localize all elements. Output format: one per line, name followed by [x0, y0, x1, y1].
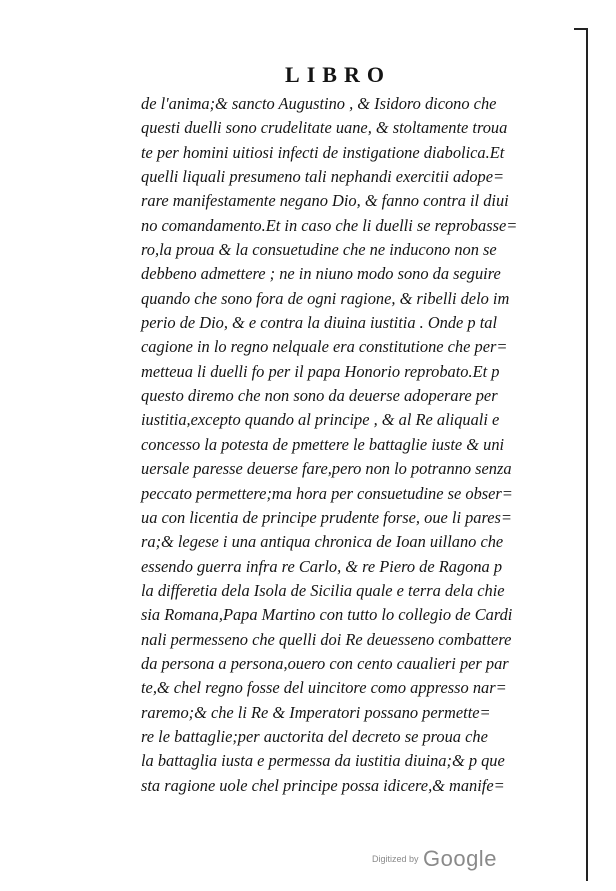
watermark-prefix: Digitized by — [372, 854, 419, 864]
text-line: peccato permettere;ma hora per consuetudine se obser= — [141, 483, 513, 503]
text-line: sia Romana,Papa Martino con tutto lo collegio de Cardi — [141, 605, 513, 625]
digitized-watermark — [372, 846, 497, 872]
text-line: cagione in lo regno nelquale era constitutione che per= — [141, 337, 508, 357]
text-line: debbeno admettere ; ne in niuno modo sono da seguire — [141, 264, 501, 284]
text-line: te per homini uitiosi infecti de instigatione diabolica.Et — [141, 142, 505, 162]
text-line: iustitia,excepto quando al principe , & al Re aliquali e — [141, 410, 500, 430]
text-line: essendo guerra infra re Carlo, & re Piero de Ragona p — [141, 556, 503, 576]
text-line: de l'anima;& sancto Augustino , & Isidoro dicono che — [141, 94, 497, 113]
text-line: la differetia dela Isola de Sicilia quale e terra dela chie — [141, 580, 505, 600]
page-edge-right — [586, 30, 588, 881]
text-line: concesso la potesta de pmettere le battaglie iuste & uni — [141, 434, 505, 454]
text-line: rare manifestamente negano Dio, & fanno contra il diui — [141, 191, 509, 211]
running-header: LIBRO — [285, 62, 391, 87]
text-line: la battaglia iusta e permessa da iustitia diuina;& p que — [141, 751, 505, 771]
text-line: raremo;& che li Re & Imperatori possano permette= — [141, 702, 491, 722]
text-line: metteua li duelli fo per il papa Honorio reprobato.Et p — [141, 361, 500, 381]
text-line: quelli liquali presumeno tali nephandi exercitii adope= — [141, 167, 505, 187]
text-line: no comandamento.Et in caso che li duelli se reprobasse= — [141, 215, 518, 235]
text-line: ra;& legese i una antiqua chronica de Ioan uillano che — [141, 532, 504, 552]
text-line: te,& chel regno fosse del uincitore como appresso nar= — [141, 678, 507, 698]
text-line: ro,la proua & la consuetudine che ne inducono non se — [141, 240, 497, 260]
text-line: uersale paresse deuerse fare,pero non lo potranno senza — [141, 459, 512, 479]
text-line: sta ragione uole chel principe possa idicere,& manife= — [141, 775, 505, 795]
text-line: da persona a persona,ouero con cento caualieri per par — [141, 653, 509, 673]
text-line: ua con licentia de principe prudente forse, oue li pares= — [141, 507, 512, 527]
text-line: re le battaglie;per auctorita del decreto se proua che — [141, 726, 488, 746]
text-line: nali permesseno che quelli doi Re deuesseno combattere — [141, 629, 512, 649]
text-line: questi duelli sono crudelitate uane, & stoltamente troua — [141, 118, 508, 138]
watermark-brand: Google — [422, 846, 497, 871]
text-line: questo diremo che non sono da deuerse adoperare per — [141, 386, 498, 406]
body-text — [141, 92, 541, 798]
text-line: quando che sono fora de ogni ragione, & ribelli delo im — [141, 288, 510, 308]
text-line: perio de Dio, & e contra la diuina iustitia . Onde p tal — [141, 313, 498, 333]
